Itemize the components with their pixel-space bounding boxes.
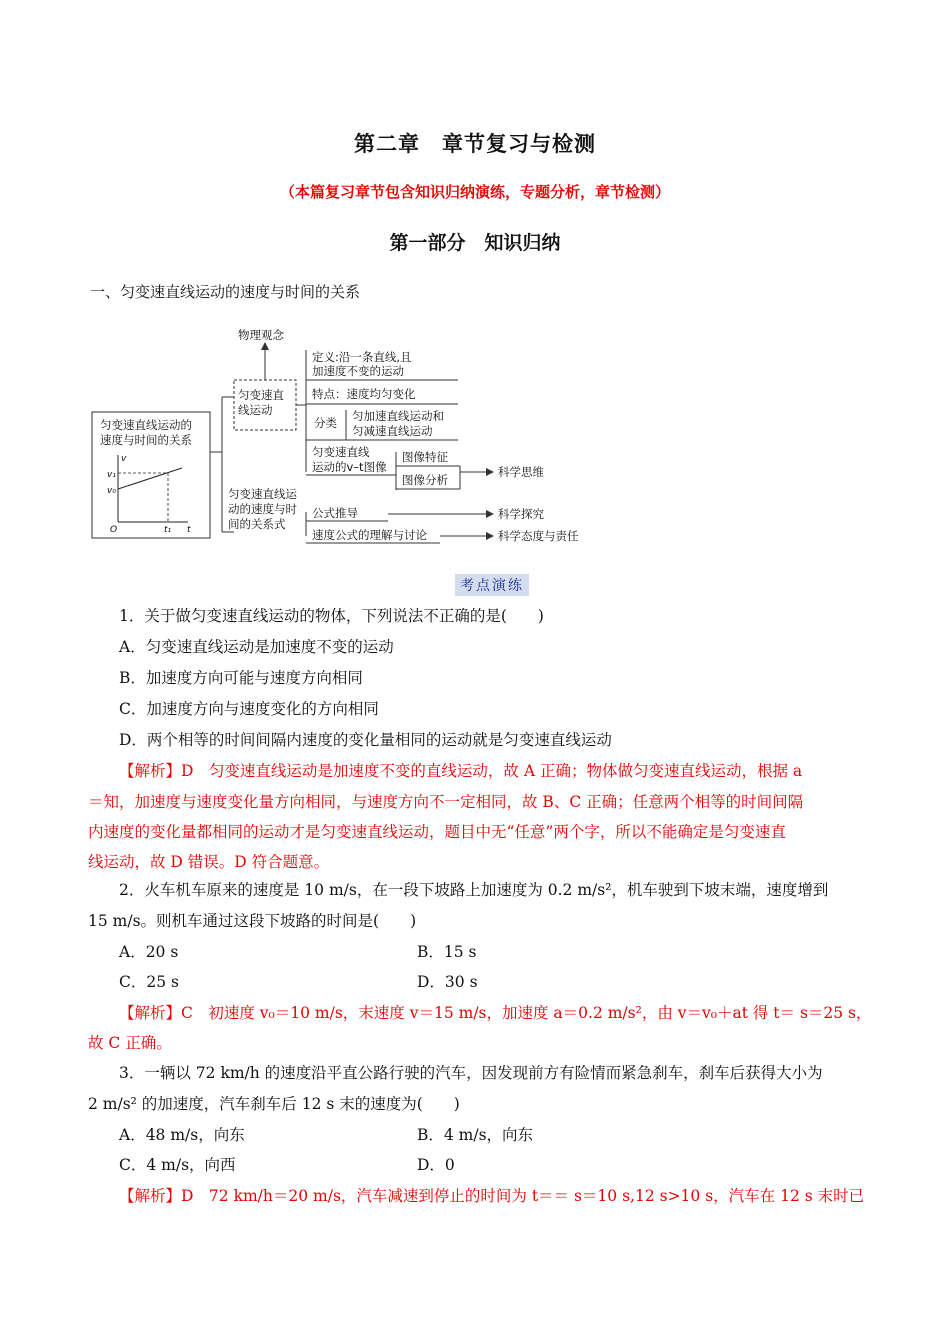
science-thinking: 科学思维 (498, 465, 544, 479)
vt-text-1: 匀变速直线 (312, 445, 370, 459)
concept-label: 物理观念 (238, 328, 284, 342)
image-analysis: 图像分析 (402, 473, 448, 487)
q2-option-d: D．30 s (417, 973, 478, 991)
q3-option-b: B．4 m/s，向东 (417, 1126, 534, 1144)
chapter-title: 第二章 章节复习与检测 (354, 131, 596, 156)
relation-text-1: 匀变速直线运 (228, 487, 297, 501)
dashed-topic-2: 线运动 (238, 403, 273, 417)
q3-stem-1: 3．一辆以 72 km/h 的速度沿平直公路行驶的汽车，因发现前方有险情而紧急刹车，刹车后获得大小为 (119, 1064, 823, 1082)
graph-label-t1: t₁ (164, 525, 172, 535)
q2-analysis-2: 故 C 正确。 (88, 1034, 172, 1052)
q1-option-b: B．加速度方向可能与速度方向相同 (119, 669, 363, 687)
q1-analysis-1: 【解析】D 匀变速直线运动是加速度不变的直线运动，故 A 正确；物体做匀变速直线运动，根据 a (119, 762, 803, 780)
section-heading: 一、匀变速直线运动的速度与时间的关系 (90, 283, 361, 301)
class-text-1: 匀加速直线运动和 (352, 409, 444, 423)
relation-text-2: 动的速度与时 (228, 502, 297, 516)
concept-arrow-head (261, 342, 269, 350)
science-explore: 科学探究 (498, 507, 544, 521)
graph-label-o: O (110, 525, 118, 535)
q2-option-a: A．20 s (119, 943, 179, 961)
vt-text-2: 运动的v–t图像 (312, 460, 387, 474)
practice-badge: 考点演练 (455, 574, 529, 596)
part-heading: 第一部分 知识归纳 (389, 232, 561, 254)
q3-stem-2: 2 m/s² 的加速度，汽车刹车后 12 s 末的速度为( ) (88, 1095, 460, 1113)
graph-label-t: t (187, 525, 191, 535)
chapter-subtitle: （本篇复习章节包含知识归纳演练，专题分析，章节检测） (279, 183, 670, 201)
definition-1: 定义:沿一条直线,且 (312, 350, 412, 364)
q2-stem-1: 2．火车机车原来的速度是 10 m/s，在一段下坡路上加速度为 0.2 m/s²，机车驶到下坡末端，速度增到 (119, 881, 829, 899)
q1-option-c: C．加速度方向与速度变化的方向相同 (119, 700, 379, 718)
q3-option-d: D．0 (417, 1156, 455, 1174)
attitude-arrow-head (486, 532, 494, 540)
q2-option-b: B．15 s (417, 943, 477, 961)
image-feature: 图像特征 (402, 450, 448, 464)
q2-stem-2: 15 m/s。则机车通过这段下坡路的时间是( ) (88, 912, 417, 930)
graph-label-v1: v₁ (107, 470, 116, 480)
q3-analysis-1: 【解析】D 72 km/h＝20 m/s，汽车减速到停止的时间为 t＝＝ s＝10 s,12 s>10 s，汽车在 12 s 末时已 (119, 1187, 865, 1205)
q3-option-a: A．48 m/s，向东 (119, 1126, 245, 1144)
q3-option-c: C．4 m/s，向西 (119, 1156, 236, 1174)
explore-arrow-head (486, 510, 494, 518)
q1-analysis-3: 内速度的变化量都相同的运动才是匀变速直线运动，题目中无“任意”两个字，所以不能确定是匀变速直 (88, 823, 786, 841)
dashed-topic-1: 匀变速直 (238, 388, 284, 402)
q1-analysis-4: 线运动，故 D 错误。D 符合题意。 (88, 853, 330, 871)
definition-2: 加速度不变的运动 (312, 364, 404, 378)
q1-option-d: D．两个相等的时间间隔内速度的变化量相同的运动就是匀变速直线运动 (119, 731, 612, 749)
feature-text: 特点：速度均匀变化 (312, 387, 416, 401)
q1-stem: 1．关于做匀变速直线运动的物体，下列说法不正确的是( ) (119, 607, 544, 625)
left-box-title-2: 速度与时间的关系 (100, 433, 192, 447)
graph-line (118, 468, 182, 489)
class-text-2: 匀减速直线运动 (352, 424, 433, 438)
discuss-text: 速度公式的理解与讨论 (312, 528, 427, 542)
graph-label-v0: v₀ (107, 486, 116, 496)
graph-label-v: v (121, 454, 127, 464)
q2-analysis-1: 【解析】C 初速度 v₀＝10 m/s，末速度 v＝15 m/s，加速度 a＝0.2 m/s²，由 v＝v₀＋at 得 t＝ s＝25 s， (119, 1004, 872, 1022)
q1-option-a: A．匀变速直线运动是加速度不变的运动 (119, 638, 394, 656)
q2-option-c: C．25 s (119, 973, 179, 991)
class-label: 分类 (314, 416, 337, 430)
science-attitude: 科学态度与责任 (498, 529, 579, 543)
thinking-arrow-head (486, 468, 494, 476)
derive-text: 公式推导 (312, 506, 358, 520)
q1-analysis-2: ＝知，加速度与速度变化量方向相同，与速度方向不一定相同，故 B、C 正确；任意两个相等的时间间隔 (88, 793, 804, 811)
relation-text-3: 间的关系式 (228, 517, 286, 531)
knowledge-map-diagram (88, 322, 608, 552)
left-box-title-1: 匀变速直线运动的 (100, 418, 192, 432)
